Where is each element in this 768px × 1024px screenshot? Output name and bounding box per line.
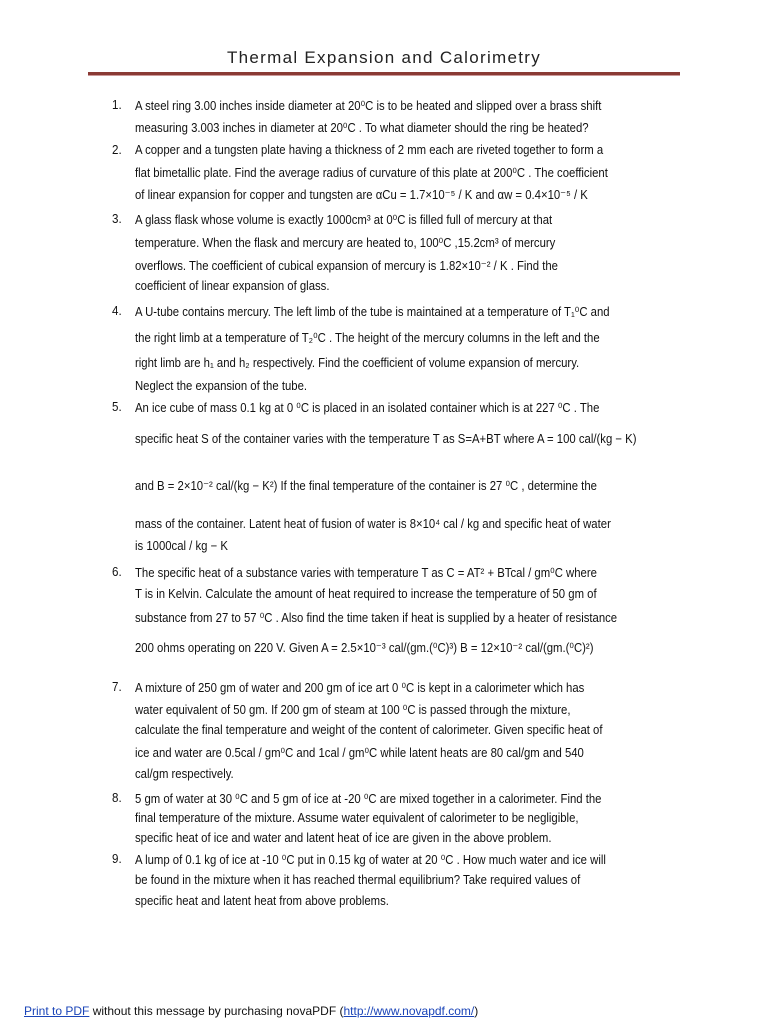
print-to-pdf-link[interactable]: Print to PDF — [24, 1004, 90, 1018]
novapdf-url-link[interactable]: http://www.novapdf.com/ — [343, 1004, 475, 1018]
question-number: 6. — [112, 565, 122, 579]
pdf-footer — [24, 1004, 478, 1018]
question-line: A copper and a tungsten plate having a thickness of 2 mm each are riveted together to form a — [135, 143, 604, 157]
question-line: overflows. The coefficient of cubical expansion of mercury is 1.82×10⁻² / K . Find the — [135, 259, 558, 273]
question-line: Neglect the expansion of the tube. — [135, 379, 308, 393]
question-line: is 1000cal / kg − K — [135, 539, 228, 553]
question-line: measuring 3.003 inches in diameter at 20⁰C . To what diameter should the ring be heated? — [135, 121, 589, 135]
question-line: calculate the final temperature and weight of the content of calorimeter. Given specific heat of — [135, 723, 603, 737]
question-number: 3. — [112, 212, 122, 226]
question-line: water equivalent of 50 gm. If 200 gm of steam at 100 ⁰C is passed through the mixture, — [135, 703, 571, 717]
footer-close-paren: ) — [474, 1004, 479, 1018]
question-number: 9. — [112, 852, 122, 866]
question-line: the right limb at a temperature of T₂⁰C . The height of the mercury columns in the left and the — [135, 331, 600, 345]
question-line: of linear expansion for copper and tungsten are αCu = 1.7×10⁻⁵ / K and αw = 0.4×10⁻⁵ / K — [135, 188, 588, 202]
page-title: Thermal Expansion and Calorimetry — [226, 48, 542, 67]
question-number: 8. — [112, 791, 122, 805]
question-line: ice and water are 0.5cal / gm⁰C and 1cal / gm⁰C while latent heats are 80 cal/gm and 540 — [135, 746, 584, 760]
question-line: A glass flask whose volume is exactly 1000cm³ at 0⁰C is filled full of mercury at that — [135, 213, 553, 227]
question-number: 5. — [112, 400, 122, 414]
question-line: An ice cube of mass 0.1 kg at 0 ⁰C is placed in an isolated container which is at 227 ⁰C . The — [135, 401, 600, 415]
question-line: A mixture of 250 gm of water and 200 gm of ice art 0 ⁰C is kept in a calorimeter which has — [135, 681, 585, 695]
question-line: specific heat S of the container varies with the temperature T as S=A+BT where A = 100 cal/(kg − K) — [135, 432, 637, 446]
question-line: 200 ohms operating on 220 V. Given A = 2.5×10⁻³ cal/(gm.(⁰C)³) B = 12×10⁻² cal/(gm.(⁰C)²) — [135, 641, 594, 655]
question-line: specific heat and latent heat from above problems. — [135, 894, 389, 908]
question-line: substance from 27 to 57 ⁰C . Also find the time taken if heat is supplied by a heater of resistance — [135, 611, 618, 625]
title-divider — [88, 72, 680, 76]
question-line: be found in the mixture when it has reached thermal equilibrium? Take required values of — [135, 873, 581, 887]
question-line: The specific heat of a substance varies with temperature T as C = AT² + BTcal / gm⁰C where — [135, 566, 597, 580]
question-line: cal/gm respectively. — [135, 767, 234, 781]
question-line: final temperature of the mixture. Assume water equivalent of calorimeter to be negligible, — [135, 811, 579, 825]
footer-message: without this message by purchasing novaPDF ( — [89, 1004, 344, 1018]
question-number: 2. — [112, 143, 122, 157]
question-line: A steel ring 3.00 inches inside diameter at 20⁰C is to be heated and slipped over a brass shift — [135, 99, 602, 113]
question-number: 7. — [112, 680, 122, 694]
question-line: T is in Kelvin. Calculate the amount of heat required to increase the temperature of 50 gm of — [135, 587, 597, 601]
question-number: 1. — [112, 98, 122, 112]
question-line: A lump of 0.1 kg of ice at -10 ⁰C put in 0.15 kg of water at 20 ⁰C . How much water and ice will — [135, 853, 606, 867]
question-line: flat bimetallic plate. Find the average radius of curvature of this plate at 200⁰C . The coefficient — [135, 166, 608, 180]
question-line: specific heat of ice and water and latent heat of ice are given in the above problem. — [135, 831, 552, 845]
question-line: and B = 2×10⁻² cal/(kg − K²) If the final temperature of the container is 27 ⁰C , determine the — [135, 479, 597, 493]
question-line: right limb are h₁ and h₂ respectively. Find the coefficient of volume expansion of mercury. — [135, 356, 580, 370]
question-line: 5 gm of water at 30 ⁰C and 5 gm of ice at -20 ⁰C are mixed together in a calorimeter. Find the — [135, 792, 602, 806]
question-line: coefficient of linear expansion of glass. — [135, 279, 330, 293]
question-line: A U-tube contains mercury. The left limb of the tube is maintained at a temperature of T₁⁰C and — [135, 305, 610, 319]
question-line: mass of the container. Latent heat of fusion of water is 8×10⁴ cal / kg and specific heat of water — [135, 517, 611, 531]
question-number: 4. — [112, 304, 122, 318]
question-line: temperature. When the flask and mercury are heated to, 100⁰C ,15.2cm³ of mercury — [135, 236, 556, 250]
